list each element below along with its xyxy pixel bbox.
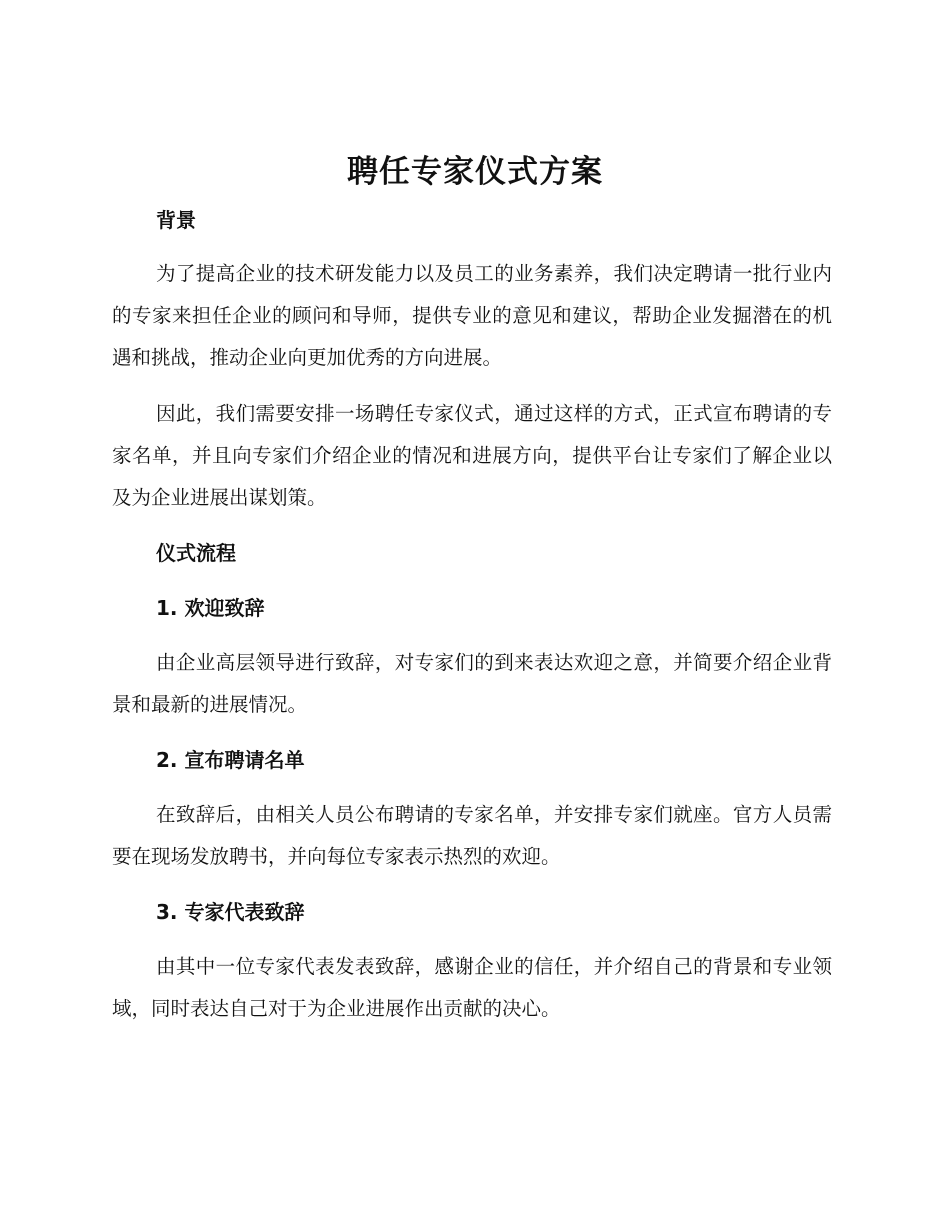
section-heading-ceremony-process: 仪式流程 (156, 541, 236, 565)
document-title: 聘任专家仪式方案 (347, 154, 603, 190)
paragraph-welcome-speech: 由企业高层领导进行致辞，对专家们的到来表达欢迎之意，并简要介绍企业背景和最新的进展情况。 (112, 651, 832, 716)
paragraph-expert-speech: 由其中一位专家代表发表致辞，感谢企业的信任，并介绍自己的背景和专业领域，同时表达自己对于为企业进展作出贡献的决心。 (112, 955, 832, 1020)
paragraph-background-1: 为了提高企业的技术研发能力以及员工的业务素养，我们决定聘请一批行业内的专家来担任企业的顾问和导师，提供专业的意见和建议，帮助企业发掘潜在的机遇和挑战，推动企业向更加优秀的方向进展。 (112, 262, 832, 369)
step-heading-expert-speech: 3. 专家代表致辞 (156, 900, 305, 924)
step-heading-announce-list: 2. 宣布聘请名单 (156, 748, 305, 772)
paragraph-announce-list: 在致辞后，由相关人员公布聘请的专家名单，并安排专家们就座。官方人员需要在现场发放聘书，并向每位专家表示热烈的欢迎。 (112, 803, 832, 868)
paragraph-background-2: 因此，我们需要安排一场聘任专家仪式，通过这样的方式，正式宣布聘请的专家名单，并且向专家们介绍企业的情况和进展方向，提供平台让专家们了解企业以及为企业进展出谋划策。 (112, 402, 832, 509)
section-heading-background: 背景 (156, 208, 196, 232)
step-heading-welcome-speech: 1. 欢迎致辞 (156, 596, 265, 620)
